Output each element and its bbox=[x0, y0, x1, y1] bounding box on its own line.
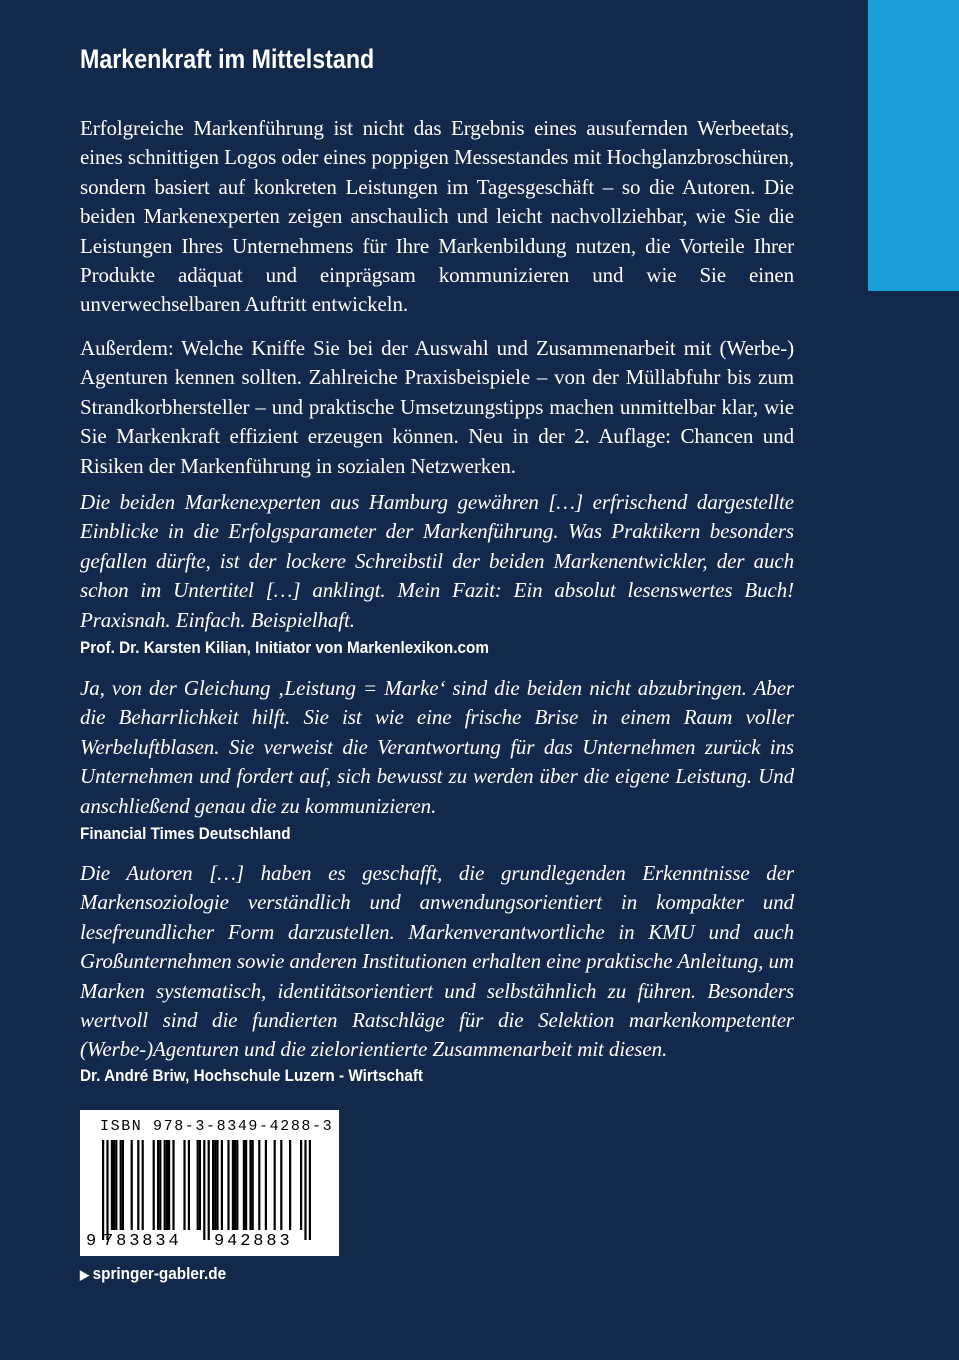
review-author-2: Financial Times Deutschland bbox=[80, 824, 291, 843]
barcode-bar bbox=[265, 1140, 267, 1230]
review-author-3: Dr. André Briw, Hochschule Luzern - Wirtschaft bbox=[80, 1066, 424, 1085]
ean-left-group: 783834 bbox=[103, 1232, 182, 1251]
barcode-bar bbox=[212, 1140, 214, 1230]
isbn-number: ISBN 978-3-8349-4288-3 bbox=[100, 1118, 334, 1135]
barcode-bar bbox=[111, 1140, 113, 1230]
right-triangle-icon: ▶ bbox=[80, 1267, 89, 1282]
barcode-bar bbox=[159, 1140, 161, 1230]
barcode-bar bbox=[249, 1140, 251, 1230]
barcode-bar bbox=[120, 1140, 122, 1230]
publisher-website[interactable] bbox=[80, 1264, 226, 1284]
ean-right-group: 942883 bbox=[214, 1232, 293, 1251]
barcode-bar bbox=[221, 1140, 223, 1230]
barcode-bar bbox=[153, 1140, 155, 1230]
barcode-guard-bar bbox=[203, 1140, 205, 1240]
ean-first-digit: 9 bbox=[86, 1232, 97, 1251]
barcode-bar bbox=[166, 1140, 168, 1230]
barcode-bar bbox=[232, 1140, 234, 1230]
barcode-bar bbox=[168, 1140, 170, 1230]
isbn-barcode bbox=[80, 1110, 339, 1256]
barcode-bar bbox=[234, 1140, 236, 1230]
barcode-bar bbox=[122, 1140, 124, 1230]
barcode-bar bbox=[188, 1140, 190, 1230]
barcode-guard-bar bbox=[309, 1140, 311, 1240]
website-url: springer-gabler.de bbox=[92, 1264, 227, 1283]
barcode-guard-bar bbox=[304, 1140, 306, 1240]
barcode-bar bbox=[157, 1140, 159, 1230]
barcode-bar bbox=[214, 1140, 216, 1230]
barcode-bar bbox=[197, 1140, 199, 1230]
barcode-bar bbox=[199, 1140, 201, 1230]
accent-bar bbox=[868, 0, 959, 291]
barcode-bar bbox=[115, 1140, 117, 1230]
barcode-bar bbox=[227, 1140, 229, 1230]
barcode-bar bbox=[245, 1140, 247, 1230]
review-quote-1: Die beiden Markenexperten aus Hamburg gewähren […] erfrischend dargestellte Einblicke in die Erfolgsparameter der Markenführung. Was Praktikern besonders gefallen dürfte, ist der lockere Schreibstil der beiden Markenentwickler, der auch schon im Untertitel […] anklingt. Mein Fazit: Ein absolut lesenswertes Buch! Praxisnah. Einfach. Beispielhaft. bbox=[80, 490, 794, 632]
description-paragraph-2: Außerdem: Welche Kniffe Sie bei der Auswahl und Zusammenarbeit mit (Werbe-) Agenturen kennen sollten. Zahlreiche Praxisbeispiele – von der Müllabfuhr bis zum Strandkorbhersteller – und praktische Umsetzungstipps machen unmittelbar klar, wie Sie Markenkraft effizient erzeugen können. Neu in der 2. Auflage: Chancen und Risiken der Markenführung in sozialen Netzwerken. bbox=[80, 336, 794, 478]
barcode-bar bbox=[131, 1140, 133, 1230]
barcode-bar bbox=[216, 1140, 218, 1230]
barcode-bar bbox=[300, 1140, 302, 1230]
barcode-bar bbox=[252, 1140, 254, 1230]
barcode-bar bbox=[137, 1140, 139, 1230]
review-quote-3: Die Autoren […] haben es geschafft, die grundlegenden Erkenntnisse der Markensoziologie verständlich und anwendungsorientiert in kompakter und lesefreundlicher Form darzustellen. Markenverantwortliche in KMU und auch Großunternehmen sowie anderen Institutionen erhalten eine praktische Anleitung, um Marken systematisch, identitätsorientiert und selbstähnlich zu führen. Besonders wertvoll sind die fundierten Ratschläge für die Selektion markenkompetenter (Werbe-)Agenturen und die zielorientierte Zusammenarbeit mit diesen. bbox=[80, 861, 794, 1062]
barcode-bar bbox=[274, 1140, 276, 1230]
barcode-bar bbox=[258, 1140, 260, 1230]
barcode-guard-bar bbox=[208, 1140, 210, 1240]
review-author-1: Prof. Dr. Karsten Kilian, Initiator von Markenlexikon.com bbox=[80, 638, 489, 657]
barcode-bar bbox=[289, 1140, 291, 1230]
barcode-bar bbox=[113, 1140, 115, 1230]
barcode-bar bbox=[243, 1140, 245, 1230]
barcode-bar bbox=[172, 1140, 174, 1230]
barcode-bar bbox=[280, 1140, 282, 1230]
barcode-guard-bar bbox=[102, 1140, 104, 1240]
book-title: Markenkraft im Mittelstand bbox=[80, 44, 375, 74]
review-quote-2: Ja, von der Gleichung ‚Leistung = Marke‘ sind die beiden nicht abzubringen. Aber die Beharrlichkeit hilft. Sie ist wie eine frische Brise in einem Raum voller Werbeluftblasen. Sie verweist die Verantwortung für das Unternehmen zurück ins Unternehmen und fordert auf, sich bewusst zu werden über die eigene Leistung. Und anschließend genau die zu kommunizieren. bbox=[80, 676, 794, 818]
barcode-bar bbox=[236, 1140, 238, 1230]
description-paragraph-1: Erfolgreiche Markenführung ist nicht das Ergebnis eines ausufernden Werbeetats, eines schnittigen Logos oder eines poppigen Messestandes mit Hochglanzbroschüren, sondern basiert auf konkreten Leistungen im Tagesgeschäft – so die Autoren. Die beiden Markenexperten zeigen anschaulich und leicht nachvollziehbar, wie Sie die Leistungen Ihres Unternehmens für Ihre Markenbildung nutzen, die Vorteile Ihrer Produkte adäquat und einprägsam kommunizieren und wie Sie einen unverwechselbaren Auftritt entwickeln. bbox=[80, 116, 794, 317]
barcode-guard-bar bbox=[106, 1140, 108, 1240]
barcode-bar bbox=[183, 1140, 185, 1230]
barcode-bar bbox=[142, 1140, 144, 1230]
barcode-bar bbox=[164, 1140, 166, 1230]
